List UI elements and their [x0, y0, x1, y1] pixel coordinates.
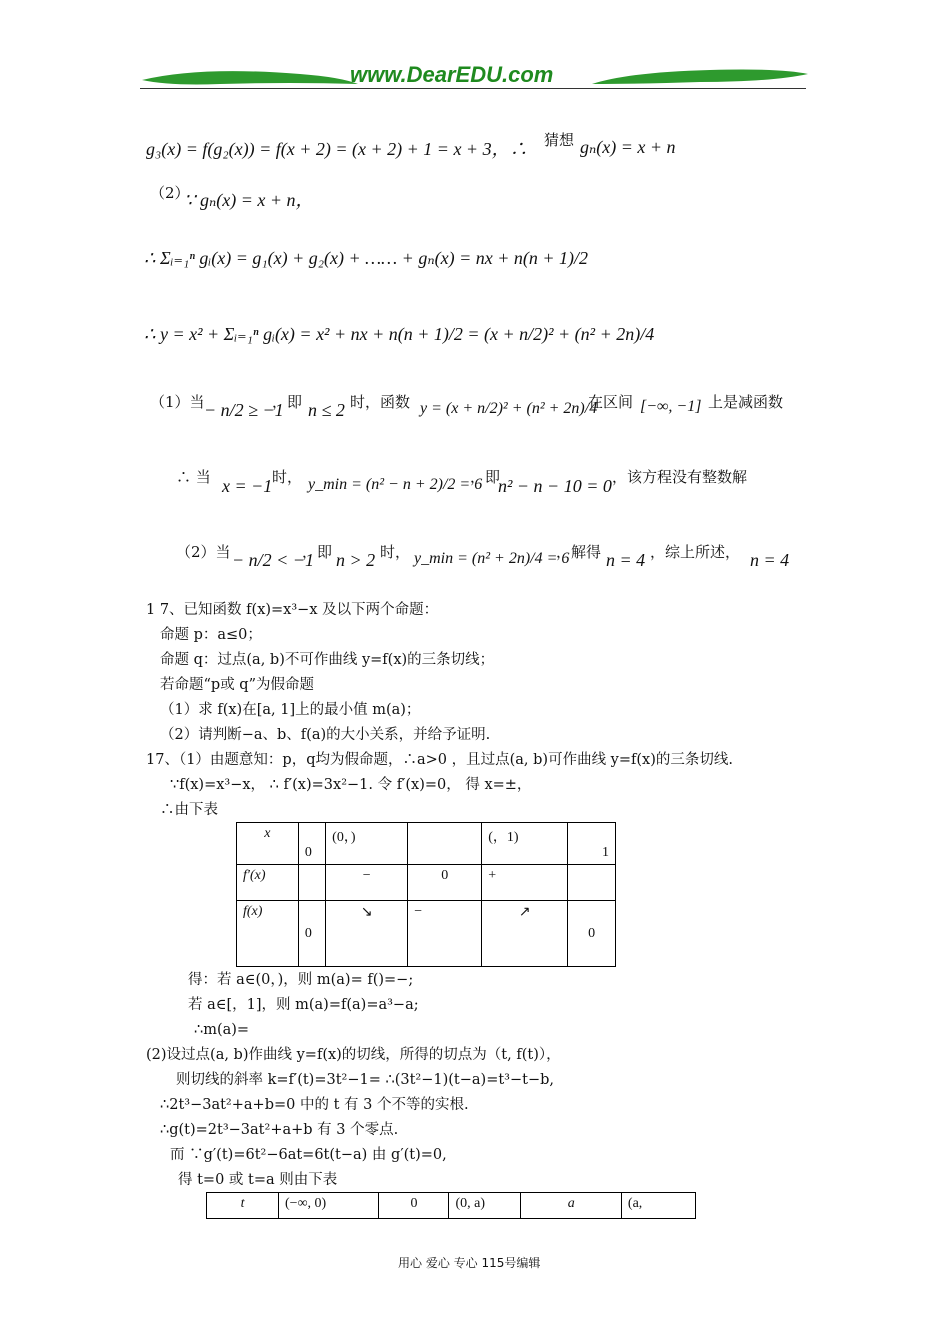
g-table	[206, 1192, 696, 1219]
case1-text-a: ，即	[272, 393, 303, 411]
problem17-line: 命题 p：a≤0；	[160, 627, 262, 643]
part2-label: （2）	[150, 184, 190, 202]
after-table1-line: ∴m(a)=	[194, 1022, 250, 1038]
table-cell: 0	[568, 901, 616, 967]
monotonicity-table	[236, 822, 616, 967]
table-cell: t	[207, 1193, 279, 1219]
table-cell: −	[408, 901, 482, 967]
part2-line: 而 ∵g′(t)=6t²−6at=6t(t−a) 由 g′(t)=0,	[170, 1147, 447, 1163]
table-cell: (a,	[621, 1193, 695, 1219]
problem17-line: 1 7、已知函数 f(x)=x³−x 及以下两个命题：	[146, 602, 439, 618]
table-cell: +	[482, 865, 568, 901]
problem17-block	[146, 598, 733, 823]
table-row	[237, 865, 616, 901]
after-table1-line: 若 a∈[，1]，则 m(a)=f(a)=a³−a;	[188, 997, 419, 1013]
problem17-line: （2）请判断−a、b、f(a)的大小关系，并给予证明.	[160, 727, 491, 743]
table-cell: 0	[298, 901, 325, 967]
table-cell: 0	[298, 823, 325, 865]
case2-text-d: ，综上所述，	[650, 543, 741, 561]
table-cell: (−∞, 0)	[279, 1193, 379, 1219]
case1-text-g: ，该方程没有整数解	[612, 468, 748, 486]
case2-text-b: 时，	[380, 543, 411, 561]
table-cell: 0	[379, 1193, 449, 1219]
header-banner	[140, 60, 810, 94]
case2-text-c: ，解得	[556, 543, 602, 561]
case2-cond: − n/2 < −1	[232, 550, 314, 570]
case1-text-e: 时，	[272, 468, 303, 486]
guess-formula: gₙ(x) = x + n	[580, 137, 676, 157]
part2-block	[146, 1043, 561, 1193]
table-row	[207, 1193, 696, 1219]
problem17-line: 若命题“p或 q”为假命题	[160, 677, 314, 693]
part2-line: 则切线的斜率 k=f′(t)=3t²−1= ∴(3t²−1)(t−a)=t³−t−b,	[176, 1072, 555, 1088]
case1-interval: [−∞, −1]	[640, 398, 702, 415]
site-logo: www.DearEDU.com	[350, 62, 554, 87]
solution17-line: ∵f(x)=x³−x， ∴ f′(x)=3x²−1. 令 f′(x)=0， 得 x=±，	[170, 777, 532, 793]
solution17-line: ∴由下表	[160, 802, 218, 818]
case2-ymin: y_min = (n² + 2n)/4 = 6	[414, 550, 570, 567]
header-rule	[140, 88, 806, 89]
table-cell: f(x)	[237, 901, 299, 967]
table-cell: ↗	[482, 901, 568, 967]
problem17-line: 命题 q：过点(a, b)不可作曲线 y=f(x)的三条切线；	[160, 652, 495, 668]
case1-func: y = (x + n/2)² + (n² + 2n)/4	[420, 400, 598, 417]
part2-line: 得 t=0 或 t=a 则由下表	[178, 1172, 338, 1188]
case1-cond: − n/2 ≥ −1	[204, 400, 284, 420]
table-cell: (0，)	[326, 823, 408, 865]
guess-word: 猜想	[544, 131, 575, 149]
case1-text-c: 在区间	[588, 393, 634, 411]
solution17-line: 17、（1）由题意知：p，q均为假命题，∴a>0 ，且过点(a, b)可作曲线 y=f(x)的三条切线.	[146, 752, 733, 768]
y-line: ∴ y = x² + Σᵢ₌₁ⁿ gᵢ(x) = x² + nx + n(n + 1)/2 = (x + n/2)² + (n² + 2n)/4	[144, 324, 655, 344]
g3-line: g₃(x) = f(g₂(x)) = f(x + 2) = (x + 2) + 1 = x + 3，∴	[146, 139, 528, 159]
table-cell: x	[237, 823, 299, 865]
therefore-when: ∴ 当	[176, 468, 211, 486]
table-row	[237, 901, 616, 967]
table-cell: a	[521, 1193, 621, 1219]
table-cell: ↘	[326, 901, 408, 967]
part2-line: ∴g(t)=2t³−3at²+a+b 有 3 个零点.	[160, 1122, 399, 1138]
case1-text-f: ，即	[470, 468, 501, 486]
case2-sol: n = 4	[606, 550, 646, 570]
part2-formula: ∵ gₙ(x) = x + n，	[184, 190, 314, 210]
table-cell: (，1)	[482, 823, 568, 865]
table-cell: f′(x)	[237, 865, 299, 901]
after-table1-block	[188, 968, 419, 1043]
case1-ymin: y_min = (n² − n + 2)/2 = 6	[308, 476, 483, 493]
table-row	[237, 823, 616, 865]
case1-eq: n² − n − 10 = 0	[498, 476, 612, 496]
table-cell: (0, a)	[449, 1193, 521, 1219]
page-footer: 用心 爱心 专心 115号编辑	[398, 1256, 541, 1270]
table-cell: 0	[408, 865, 482, 901]
table-cell	[408, 823, 482, 865]
case1-text-d: 上是减函数	[708, 393, 784, 411]
case1-ineq: n ≤ 2	[308, 400, 345, 420]
part2-line: (2)设过点(a, b)作曲线 y=f(x)的切线，所得的切点为（t, f(t)），	[146, 1047, 561, 1063]
case2-ineq: n > 2	[336, 550, 376, 570]
case2-final: n = 4	[750, 550, 790, 570]
table-cell	[298, 865, 325, 901]
table-cell: −	[326, 865, 408, 901]
case1-text-b: 时，函数	[350, 393, 411, 411]
table-cell	[568, 865, 616, 901]
part2-line: ∴2t³−3at²+a+b=0 中的 t 有 3 个不等的实根.	[160, 1097, 469, 1113]
problem17-line: （1）求 f(x)在[a, 1]上的最小值 m(a)；	[160, 702, 421, 718]
case1-x: x = −1	[222, 476, 273, 496]
case2-label: （2）当	[176, 543, 231, 561]
case1-label: （1）当	[150, 393, 205, 411]
case2-text-a: ，即	[302, 543, 333, 561]
sum-line: ∴ Σᵢ₌₁ⁿ gᵢ(x) = g₁(x) + g₂(x) + …… + gₙ(x) = nx + n(n + 1)/2	[144, 248, 589, 268]
after-table1-line: 得：若 a∈(0，)，则 m(a)= f()=−;	[188, 972, 414, 988]
table-cell: 1	[568, 823, 616, 865]
